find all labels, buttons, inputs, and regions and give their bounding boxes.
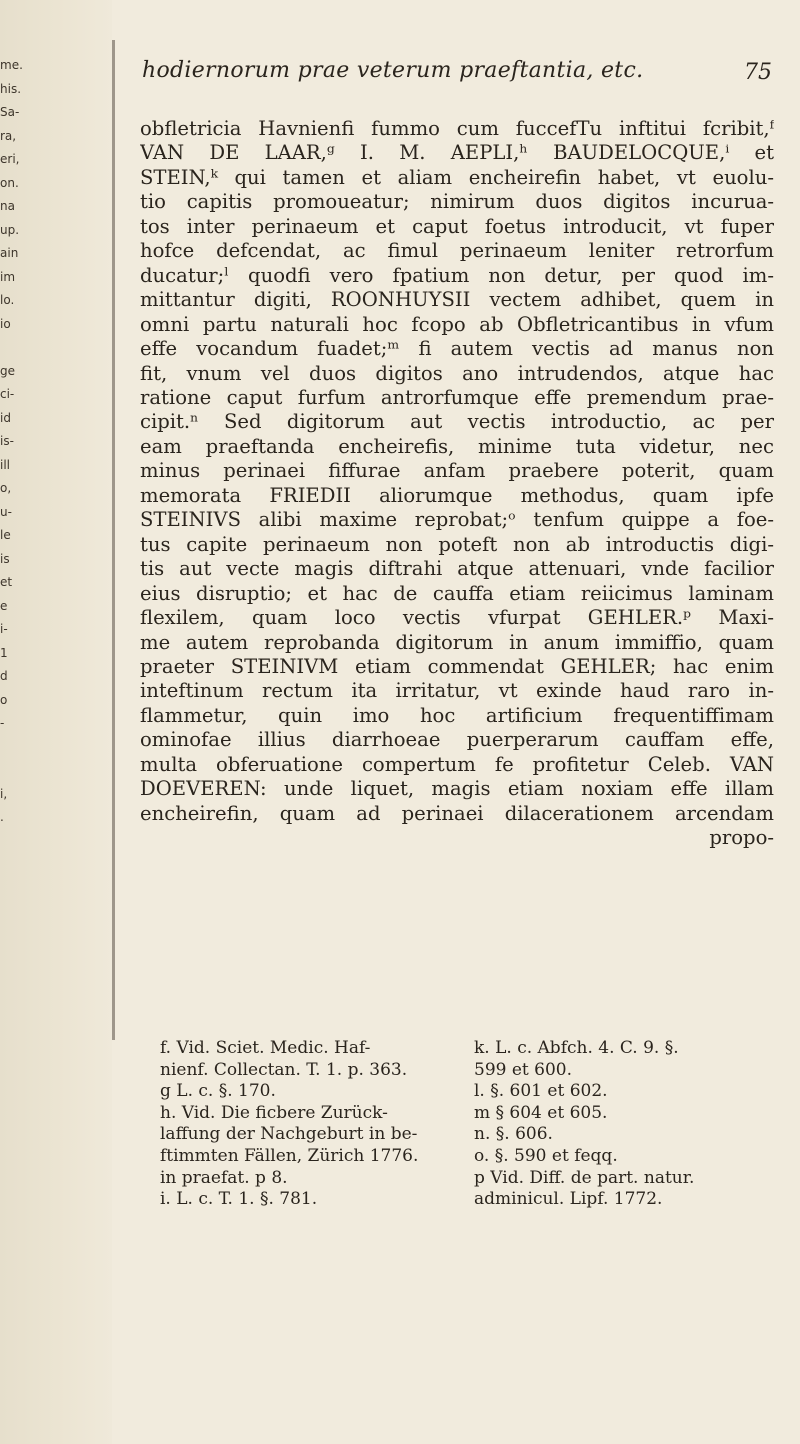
margin-fragment: io [0, 316, 11, 331]
margin-fragment: Sa- [0, 105, 20, 119]
body-line: encheirefin, quam ad perinaei dilacerationem arcendam [140, 801, 774, 825]
margin-fragment: i- [0, 622, 8, 636]
main-text [140, 117, 774, 851]
body-line: multa obferuatione compertum fe profitetur Celeb. VAN [140, 752, 774, 776]
margin-fragment: d [0, 669, 8, 683]
body-line: obfletricia Havnienfi fummo cum fuccefTu inftitui fcribit,ᶠ [140, 117, 774, 140]
footnote-line: k. L. c. Abfch. 4. C. 9. §. [474, 1038, 679, 1058]
footnote-line: i. L. c. T. 1. §. 781. [160, 1189, 318, 1210]
footnote-line: p Vid. Diff. de part. natur. [474, 1167, 695, 1188]
margin-fragment: his. [0, 81, 22, 96]
margin-fragment: u- [0, 504, 12, 519]
margin-fragment: is [0, 551, 10, 566]
body-line: hofce defcendat, ac fimul perinaeum leniter retrorfum [140, 239, 774, 263]
body-line: omni partu naturali hoc fcopo ab Obfletricantibus in vfum [140, 312, 774, 336]
footnote-line: o. §. 590 et feqq. [474, 1145, 618, 1166]
facing-page-fragments [0, 58, 40, 834]
footnotes [160, 1038, 780, 1211]
margin-fragment: ci- [0, 387, 15, 401]
margin-fragment: ge [0, 363, 15, 378]
margin-fragment: o [0, 692, 8, 707]
margin-fragment: id [0, 410, 11, 425]
body-line: fit, vnum vel duos digitos ano intrudendos, atque hac [140, 361, 774, 385]
margin-fragment: ain [0, 246, 19, 260]
body-line: eam praeftanda encheirefis, minime tuta videtur, nec [140, 434, 774, 458]
body-line: me autem reprobanda digitorum in anum immiffio, quam [140, 630, 774, 654]
footnote-line: f. Vid. Sciet. Medic. Haf- [160, 1038, 371, 1058]
footnote-line: laffung der Nachgeburt in be- [160, 1124, 418, 1145]
footnote-line: h. Vid. Die ficbere Zurück- [160, 1102, 388, 1123]
body-line: flammetur, quin imo hoc artificium frequentiffimam [140, 703, 774, 727]
body-line: tis aut vecte magis diftrahi atque attenuari, vnde facilior [140, 557, 774, 581]
margin-fragment: na [0, 199, 15, 213]
body-line: ducatur;ˡ quodfi vero fpatium non detur, per quod im- [140, 263, 774, 287]
running-head: hodiernorum prae veterum praeftantia, etc. [142, 58, 644, 83]
margin-fragment [0, 340, 40, 364]
body-line: cipit.ⁿ Sed digitorum aut vectis introductio, ac per [140, 410, 774, 434]
margin-fragment: 1 [0, 645, 8, 660]
body-line: DOEVEREN: unde liquet, magis etiam noxiam effe illam [140, 777, 774, 801]
body-line: STEIN,ᵏ qui tamen et aliam encheirefin habet, vt euolu- [140, 165, 774, 189]
body-line: tus capite perinaeum non poteft non ab introductis digi- [140, 532, 774, 556]
margin-fragment: me. [0, 58, 23, 72]
footnote-line: g L. c. §. 170. [160, 1081, 276, 1102]
footnote-line: adminicul. Lipf. 1772. [474, 1189, 663, 1210]
body-line: memorata FRIEDII aliorumque methodus, quam ipfe [140, 483, 774, 507]
footnote-line: in praefat. p 8. [160, 1167, 288, 1188]
margin-fragment: lo. [0, 293, 15, 307]
margin-fragment: et [0, 575, 13, 589]
body-line: minus perinaei fiffurae anfam praebere poterit, quam [140, 459, 774, 483]
margin-fragment: le [0, 528, 11, 542]
body-line: ratione caput furfum antrorfumque effe premendum prae- [140, 385, 774, 409]
margin-fragment: on. [0, 175, 19, 190]
body-line: flexilem, quam loco vectis vfurpat GEHLER.ᵖ Maxi- [140, 606, 774, 630]
margin-fragment: ra, [0, 128, 17, 143]
margin-fragment [0, 763, 40, 787]
margin-fragment: is- [0, 434, 14, 448]
body-line: inteftinum rectum ita irritatur, vt exinde haud raro in- [140, 679, 774, 703]
body-line: propo- [709, 826, 774, 850]
footnote-line: m § 604 et 605. [474, 1102, 608, 1123]
footnotes-left-column [160, 1038, 460, 1211]
margin-fragment [0, 740, 40, 764]
margin-fragment: i, [0, 786, 8, 801]
margin-fragment: e [0, 598, 8, 613]
footnote-line: n. §. 606. [474, 1124, 553, 1145]
page-header [142, 58, 772, 92]
footnote-line: 599 et 600. [474, 1059, 572, 1080]
body-line: ominofae illius diarrhoeae puerperarum cauffam effe, [140, 728, 774, 752]
margin-fragment: im [0, 269, 16, 284]
body-line: eius disruptio; et hac de cauffa etiam reiicimus laminam [140, 581, 774, 605]
margin-fragment: . [0, 810, 4, 824]
body-line: effe vocandum fuadet;ᵐ fi autem vectis ad manus non [140, 337, 774, 361]
footnotes-right-column [474, 1038, 780, 1211]
margin-fragment: - [0, 716, 5, 730]
body-line: mittantur digiti, ROONHUYSII vectem adhibet, quem in [140, 288, 774, 312]
body-line: tio capitis promoueatur; nimirum duos digitos incurua- [140, 190, 774, 214]
body-line: VAN DE LAAR,ᵍ I. M. AEPLI,ʰ BAUDELOCQUE,ⁱ et [140, 141, 774, 165]
gutter-shadow-line [112, 40, 115, 1040]
margin-fragment: o, [0, 481, 12, 495]
footnote-line: ftimmten Fällen, Zürich 1776. [160, 1145, 419, 1166]
footnote-line: l. §. 601 et 602. [474, 1081, 608, 1102]
body-line: tos inter perinaeum et caput foetus introducit, vt fuper [140, 214, 774, 238]
body-line: STEINIVS alibi maxime reprobat;ᵒ tenfum quippe a foe- [140, 508, 774, 532]
margin-fragment: ill [0, 457, 11, 472]
footnote-line: nienf. Collectan. T. 1. p. 363. [160, 1059, 408, 1080]
margin-fragment: up. [0, 222, 20, 237]
margin-fragment: eri, [0, 152, 20, 166]
body-line: praeter STEINIVM etiam commendat GEHLER; hac enim [140, 654, 774, 678]
page-number: 75 [744, 60, 772, 85]
